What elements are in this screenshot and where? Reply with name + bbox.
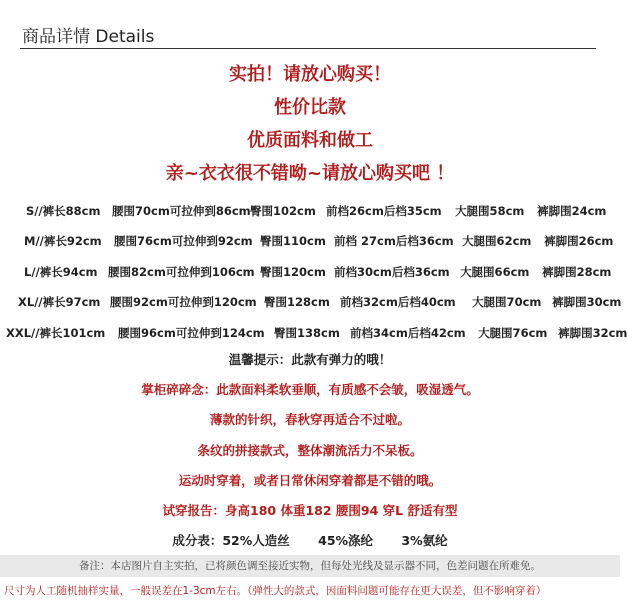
sport-note: 运动时穿着，或者日常休闲穿着都是不错的哦。 — [178, 472, 442, 488]
size-waist: 腰围82cm可拉伸到106cm — [108, 264, 255, 279]
size-rise: 前档26cm后档35cm — [326, 204, 442, 218]
notes-block — [0, 345, 620, 556]
size-row-s — [0, 196, 620, 226]
headline-3: 优质面料和做工 — [247, 130, 373, 151]
size-waist: 腰围76cm可拉伸到92cm — [114, 234, 253, 249]
size-hem: 裤脚围28cm — [542, 264, 612, 279]
size-thigh: 大腿围58cm — [455, 204, 525, 218]
size-length: S//裤长88cm — [26, 204, 101, 218]
size-length: XL//裤长97cm — [18, 295, 101, 310]
size-waist: 腰围96cm可拉伸到124cm — [118, 325, 265, 340]
size-length: XXL//裤长101cm — [6, 325, 106, 340]
size-waist: 腰围70cm可拉伸到86cm — [112, 204, 251, 218]
size-row-m — [0, 226, 620, 256]
shopkeeper-note: 掌柜碎碎念：此款面料柔软垂顺，有质感不会皱，吸湿透气。 — [141, 382, 479, 398]
size-length: M//裤长92cm — [24, 234, 102, 249]
size-hem: 裤脚围32cm — [558, 325, 627, 340]
headline-2: 性价比款 — [274, 97, 346, 118]
composition-rayon: 成分表：52%人造丝 — [172, 533, 290, 549]
size-waist: 腰围92cm可拉伸到120cm — [110, 295, 257, 310]
page-title: 商品详情 Details — [22, 27, 155, 47]
details-header — [20, 18, 596, 49]
size-thigh: 大腿围76cm — [478, 325, 548, 340]
size-table — [0, 196, 627, 348]
size-thigh: 大腿围66cm — [460, 264, 530, 279]
size-length: L//裤长94cm — [24, 264, 98, 279]
size-thigh: 大腿围62cm — [462, 234, 532, 249]
size-thigh: 大腿围70cm — [472, 295, 542, 310]
size-row-xxl — [0, 318, 627, 348]
size-row-xl — [0, 287, 620, 317]
size-hip: 臀围102cm — [250, 204, 316, 218]
headline-1: 实拍！请放心购买！ — [229, 64, 391, 85]
headline-block — [0, 58, 620, 190]
size-rise: 前档30cm后档36cm — [334, 264, 450, 279]
composition-polyester: 45%涤纶 — [318, 533, 374, 549]
photo-disclaimer: 备注：本店图片自主实拍，已将颜色调至接近实物，但每处光线及显示器不同，色差问题在所难免。 — [0, 555, 620, 577]
size-rise: 前档32cm后档40cm — [340, 295, 456, 310]
size-hip: 臀围110cm — [260, 234, 326, 249]
stretch-tip: 温馨提示：此款有弹力的哦！ — [228, 352, 392, 367]
size-rise: 前档 27cm后档36cm — [334, 234, 454, 249]
size-hip: 臀围128cm — [264, 295, 330, 310]
composition-spandex: 3%氨纶 — [401, 533, 448, 549]
composition-table — [0, 526, 620, 556]
size-row-l — [0, 257, 620, 287]
stripe-note: 条纹的拼接款式，整体潮流活力不呆板。 — [197, 442, 423, 458]
measurement-note: 尺寸为人工随机抽样实量，一般误差在1-3cm左右。（弹性大的款式，因面料问题可能存在更大误差，但不影响穿着） — [4, 585, 547, 597]
size-rise: 前档34cm后档42cm — [350, 325, 466, 340]
size-hip: 臀围120cm — [260, 264, 326, 279]
size-hip: 臀围138cm — [274, 325, 340, 340]
size-hem: 裤脚围30cm — [552, 295, 622, 310]
size-hem: 裤脚围24cm — [537, 204, 607, 218]
knit-note: 薄款的针织，春秋穿再适合不过啦。 — [209, 412, 410, 428]
headline-4: 亲~衣衣很不错呦~请放心购买吧 ！ — [165, 163, 455, 184]
trial-report: 试穿报告：身高180 体重182 腰围94 穿L 舒适有型 — [162, 502, 458, 518]
size-hem: 裤脚围26cm — [544, 234, 614, 249]
